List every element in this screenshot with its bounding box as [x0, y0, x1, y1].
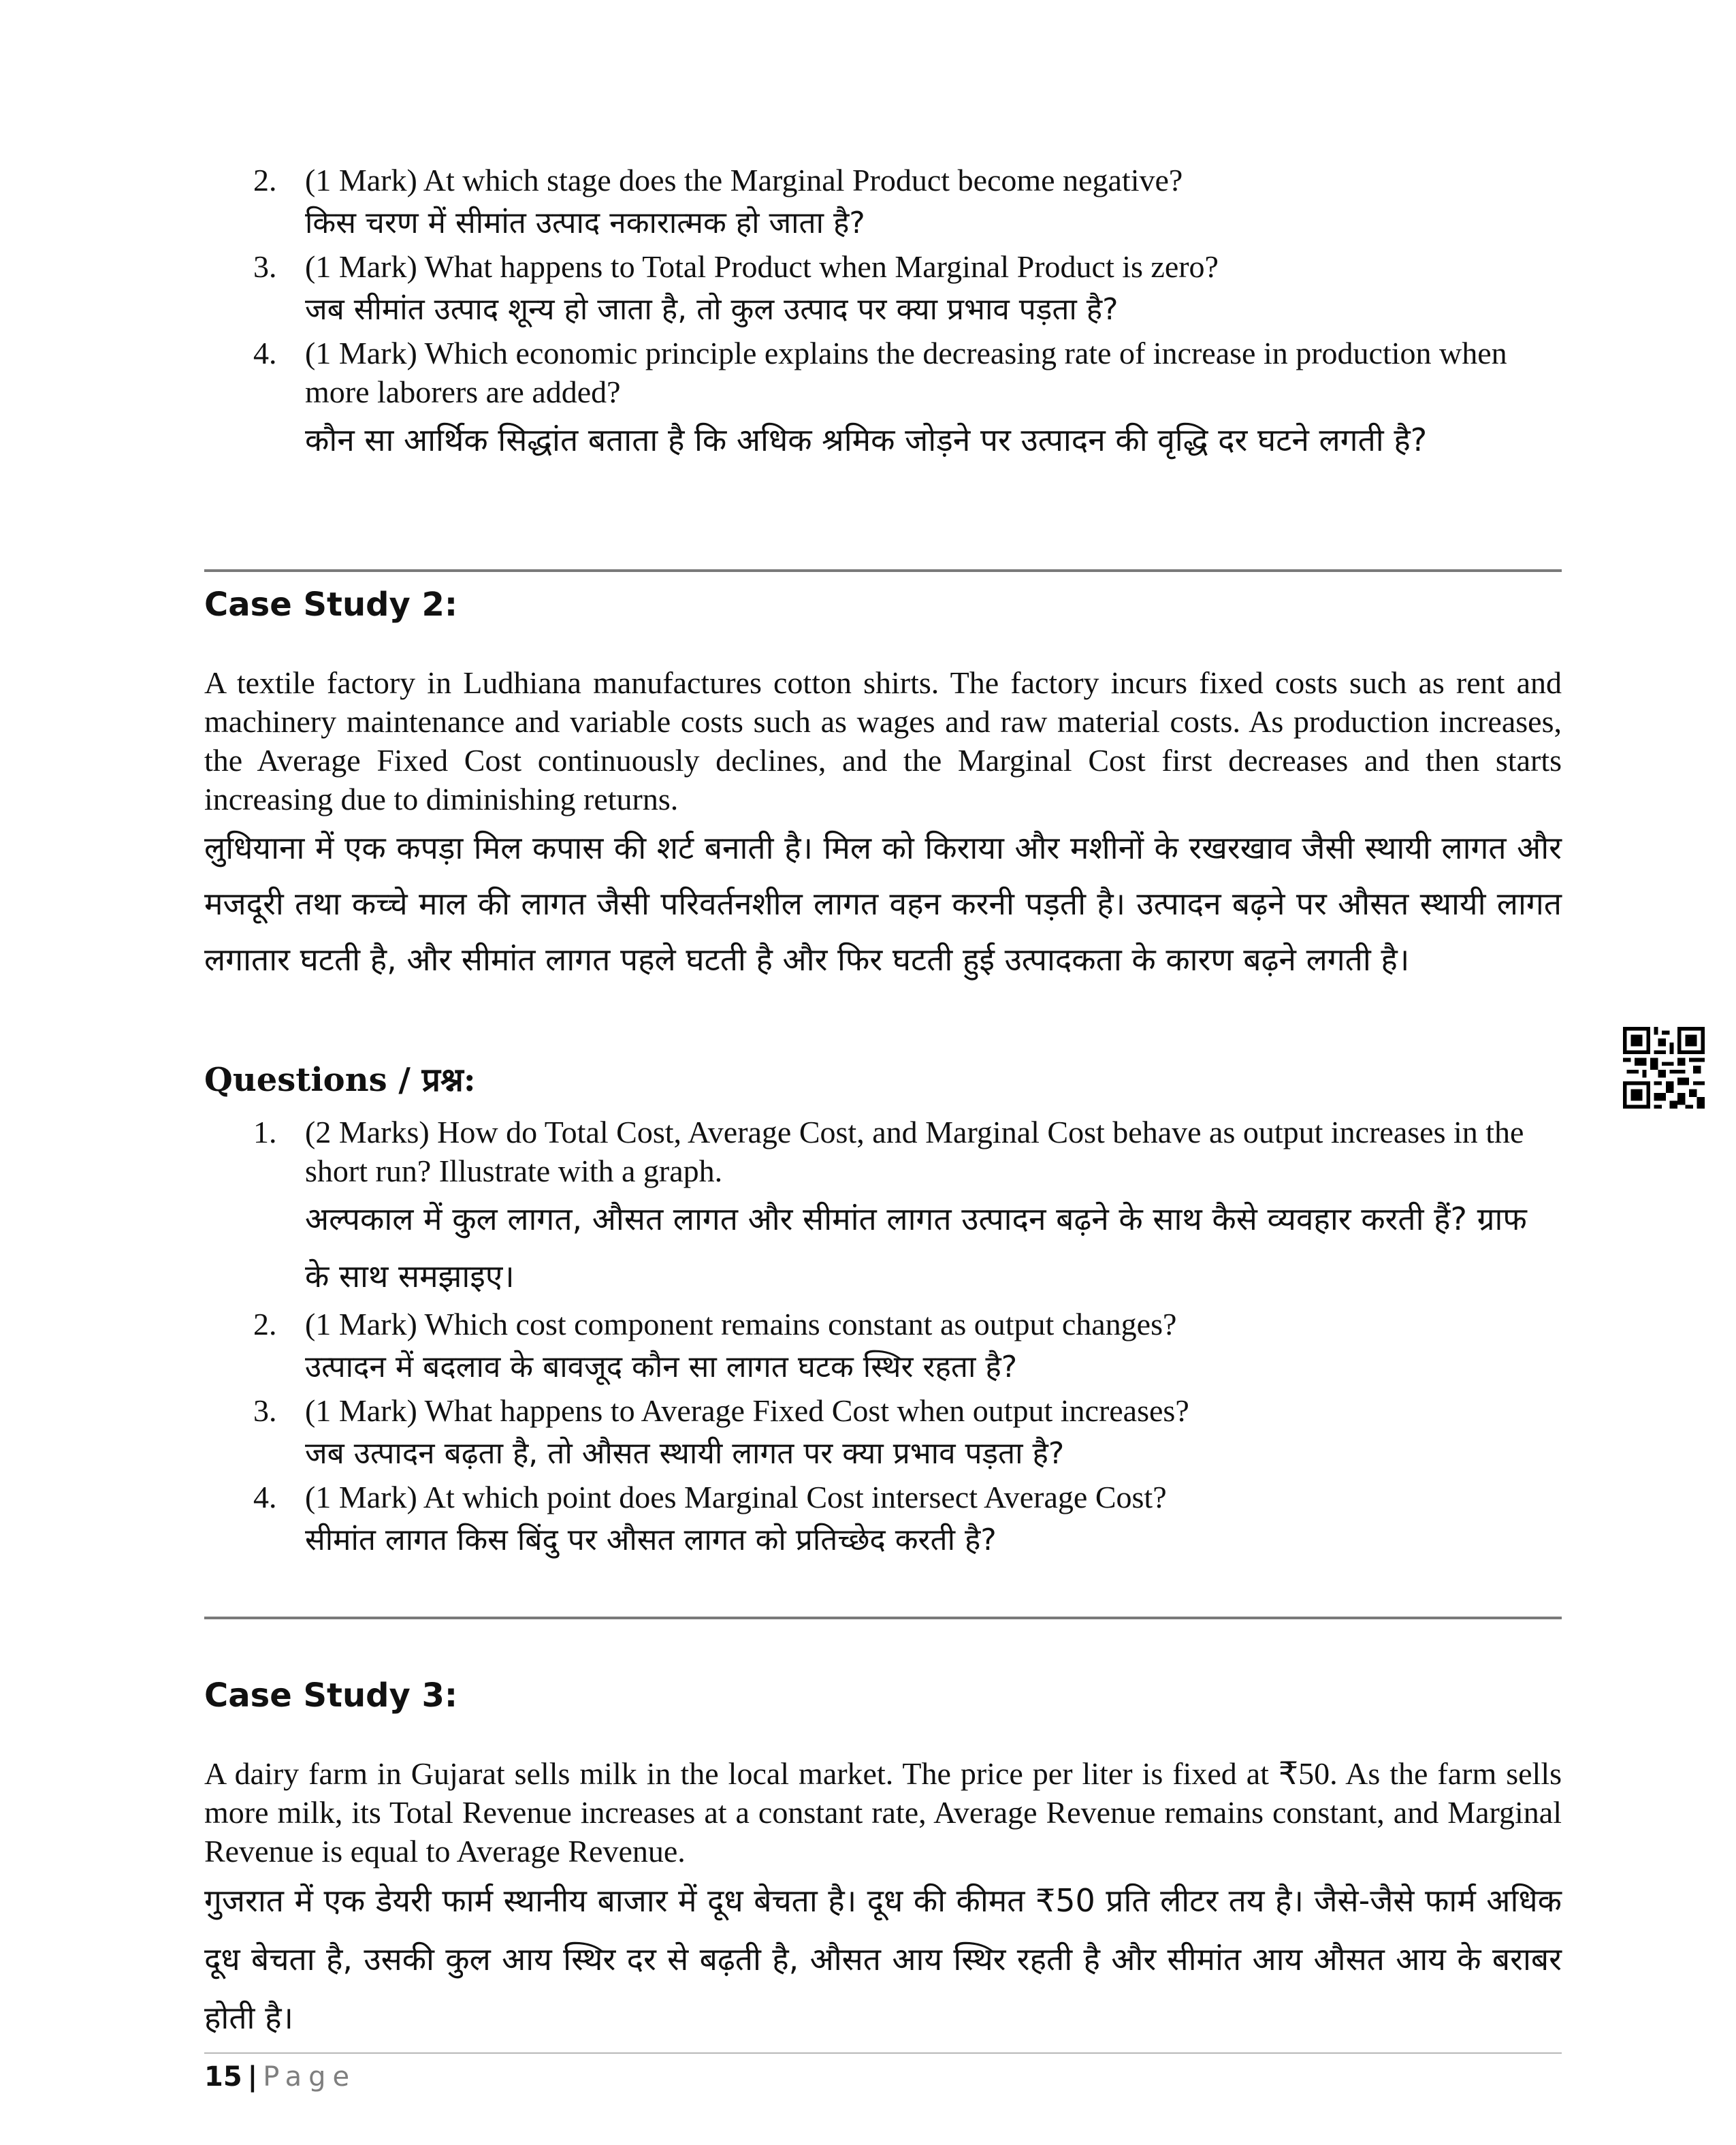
question-english: (1 Mark) What happens to Average Fixed Cost when output increases? [305, 1393, 1189, 1428]
case-study-2-questions [0, 1113, 1736, 1564]
page-number: 15 [204, 2061, 242, 2093]
section-divider [204, 1617, 1562, 1619]
question-item [0, 1305, 1736, 1391]
section-divider [204, 569, 1562, 572]
paragraph-hindi: लुधियाना में एक कपड़ा मिल कपास की शर्ट बनाती है। मिल को किराया और मशीनों के रखरखाव जैसी स्थायी लागत और मजदूरी तथा कच्चे माल की लागत जैसी परिवर्तनशील लागत वहन करनी पड़ती है। उत्पादन बढ़ने पर औसत स्थायी लागत लगातार घटती है, और सीमांत लागत पहले घटती है और फिर घटती हुई उत्पादकता के कारण बढ़ने लगती है। [204, 829, 1562, 978]
paragraph-english: A textile factory in Ludhiana manufactures cotton shirts. The factory incurs fixed costs such as rent and machinery maintenance and variable costs such as wages and raw material costs. As production increases, the Average Fixed Cost continuously declines, and the Marginal Cost first decreases and then starts increasing due to diminishing returns. [204, 665, 1562, 816]
question-hindi: सीमांत लागत किस बिंदु पर औसत लागत को प्रतिच्छेद करती है? [305, 1523, 997, 1557]
top-questions [0, 161, 1736, 468]
question-number: 2. [253, 1307, 277, 1341]
question-item [0, 334, 1736, 468]
question-item [0, 1391, 1736, 1478]
case-study-2-hindi [204, 820, 1562, 987]
question-english: (1 Mark) Which economic principle explains the decreasing rate of increase in production when more laborers are added? [305, 336, 1507, 409]
question-hindi: अल्पकाल में कुल लागत, औसत लागत और सीमांत लागत उत्पादन बढ़ने के साथ कैसे व्यवहार करती हैं? ग्राफ के साथ समझाइए। [305, 1201, 1527, 1294]
page-label: Page [263, 2061, 357, 2093]
question-english: (1 Mark) What happens to Total Product when Marginal Product is zero? [305, 249, 1219, 284]
question-hindi: किस चरण में सीमांत उत्पाद नकारात्मक हो जाता है? [305, 206, 865, 240]
questions-heading: Questions / प्रश्न: [204, 1061, 476, 1099]
paragraph-hindi: गुजरात में एक डेयरी फार्म स्थानीय बाजार में दूध बेचता है। दूध की कीमत ₹50 प्रति लीटर तय है। जैसे-जैसे फार्म अधिक दूध बेचता है, उसकी कुल आय स्थिर दर से बढ़ती है, औसत आय स्थिर रहती है और सीमांत आय औसत आय के बराबर होती है। [204, 1882, 1562, 2036]
question-number: 3. [253, 249, 277, 284]
question-english: (1 Mark) Which cost component remains constant as output changes? [305, 1307, 1177, 1341]
case-study-3-hindi [204, 1871, 1562, 2047]
question-item [0, 161, 1736, 247]
question-hindi: कौन सा आर्थिक सिद्धांत बताता है कि अधिक श्रमिक जोड़ने पर उत्पादन की वृद्धि दर घटने लगती है? [305, 422, 1428, 458]
question-hindi: जब उत्पादन बढ़ता है, तो औसत स्थायी लागत पर क्या प्रभाव पड़ता है? [305, 1436, 1065, 1471]
footer-separator: | [247, 2061, 258, 2093]
footer-divider [204, 2052, 1562, 2054]
question-number: 1. [253, 1115, 277, 1149]
question-number: 3. [253, 1393, 277, 1428]
paragraph-english: A dairy farm in Gujarat sells milk in the local market. The price per liter is fixed at ₹50. As the farm sells more milk, its Total Revenue increases at a constant rate, Average Revenue remains constant, and Marginal Revenue is equal to Average Revenue. [204, 1756, 1562, 1869]
question-hindi: उत्पादन में बदलाव के बावजूद कौन सा लागत घटक स्थिर रहता है? [305, 1350, 1018, 1384]
question-number: 4. [253, 336, 277, 370]
case-study-2-english [204, 663, 1562, 819]
question-english: (2 Marks) How do Total Cost, Average Cost, and Marginal Cost behave as output increases in the short run? Illustrate with a graph. [305, 1115, 1524, 1188]
question-item [0, 1113, 1736, 1305]
question-hindi: जब सीमांत उत्पाद शून्य हो जाता है, तो कुल उत्पाद पर क्या प्रभाव पड़ता है? [305, 292, 1119, 327]
question-number: 4. [253, 1480, 277, 1514]
question-english: (1 Mark) At which stage does the Marginal Product become negative? [305, 163, 1183, 197]
question-english: (1 Mark) At which point does Marginal Cost intersect Average Cost? [305, 1480, 1167, 1514]
question-item [0, 247, 1736, 334]
case-study-3-english [204, 1754, 1562, 1871]
case-study-3-title: Case Study 3: [204, 1677, 458, 1715]
question-number: 2. [253, 163, 277, 197]
page-footer [204, 2059, 356, 2095]
qr-code-icon [1623, 1027, 1705, 1109]
case-study-2-title: Case Study 2: [204, 586, 458, 624]
question-item [0, 1478, 1736, 1564]
